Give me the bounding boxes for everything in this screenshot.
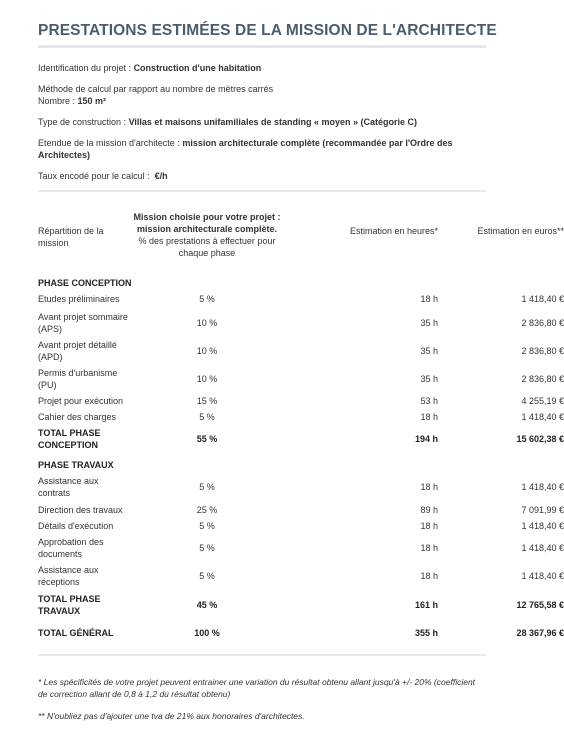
surface-count [38, 95, 486, 107]
row-euros: 1 418,40 € [521, 521, 564, 531]
scope-value: mission architecturale complète (recommandée par l'Ordre des Architectes) [38, 138, 453, 160]
row-euros: 1 418,40 € [521, 543, 564, 553]
row-hours: 18 h [420, 521, 438, 531]
mission-scope [38, 137, 486, 161]
row-euros: 4 255,19 € [521, 396, 564, 406]
row-percent: 5 % [199, 543, 215, 553]
row-percent: 5 % [199, 571, 215, 581]
row-hours: 18 h [420, 571, 438, 581]
row-label: Direction des travaux [38, 505, 123, 515]
row-label: Assistance aux réceptions [38, 565, 99, 587]
rate-value: €/h [154, 171, 168, 181]
grand-total-row [38, 620, 564, 646]
row-hours: 18 h [420, 481, 438, 492]
row-euros: 1 418,40 € [521, 481, 564, 492]
construction-type [38, 116, 486, 128]
grand-total-percent: 100 % [194, 628, 220, 638]
grand-total-euros: 28 367,96 € [516, 628, 564, 638]
project-identification [38, 62, 486, 74]
row-label: Approbation des documents [38, 537, 104, 559]
footnote-vat: ** N'oubliez pas d'ajouter une tva de 21% aux honoraires d'architectes. [38, 711, 305, 721]
grand-total-hours: 355 h [414, 628, 438, 638]
phase-total-row [38, 590, 564, 620]
title-divider [38, 45, 486, 48]
row-percent: 5 % [199, 481, 215, 492]
document [38, 0, 564, 722]
calculation-method: Méthode de calcul par rapport au nombre de mètres carrés [38, 84, 274, 94]
row-euros: 7 091,99 € [521, 505, 564, 515]
total-percent: 55 % [196, 434, 218, 444]
row-label: Projet pour exécution [38, 396, 124, 406]
phase-title: PHASE TRAVAUX [38, 460, 114, 470]
footer-divider [38, 654, 486, 656]
total-euros: 15 602,38 € [516, 434, 564, 444]
header-hours: Estimation en heures* [349, 226, 438, 236]
total-euros: 12 765,58 € [516, 600, 564, 610]
phase-total-row [38, 425, 564, 453]
grand-total-label: TOTAL GÉNÉRAL [38, 628, 114, 638]
row-percent: 10 % [196, 318, 218, 328]
table-row [38, 365, 564, 393]
row-hours: 35 h [420, 374, 438, 384]
count-label: Nombre : [38, 96, 78, 106]
row-label: Permis d'urbanisme (PU) [38, 368, 118, 390]
table-row [38, 409, 564, 425]
row-percent: 25 % [196, 505, 218, 515]
phase-title: PHASE CONCEPTION [38, 278, 132, 288]
row-hours: 18 h [420, 294, 438, 304]
row-percent: 5 % [199, 521, 215, 531]
row-percent: 5 % [199, 294, 215, 304]
estimate-table [38, 211, 564, 646]
total-label: TOTAL PHASE CONCEPTION [38, 428, 101, 450]
header-repartition: Répartition de la mission [38, 226, 104, 248]
project-label: Identification du projet : [38, 63, 134, 73]
total-percent: 45 % [196, 600, 218, 610]
footnote-variation: * Les spécificités de votre projet peuvent entrainer une variation du résultat obtenu allant jusqu'à +/- 20% (coefficient de correction allant de 0,8 à 1,2 du résultat obtenu) [38, 677, 476, 699]
row-euros: 1 418,40 € [521, 412, 564, 422]
row-label: Avant projet détaillé (APD) [38, 340, 117, 362]
page-title: PRESTATIONS ESTIMÉES DE LA MISSION DE L'ARCHITECTE [38, 22, 497, 39]
hourly-rate [38, 170, 486, 182]
table-row [38, 534, 564, 562]
row-hours: 18 h [420, 543, 438, 553]
row-label: Assistance aux contrats [38, 475, 99, 498]
table-row [38, 471, 564, 502]
type-label: Type de construction : [38, 117, 129, 127]
header-euros: Estimation en euros** [477, 226, 564, 236]
row-label: Détails d'exécution [38, 521, 114, 531]
table-row [38, 502, 564, 518]
row-percent: 15 % [196, 396, 218, 406]
row-hours: 89 h [420, 505, 438, 515]
section-divider [38, 190, 486, 192]
total-label: TOTAL PHASE TRAVAUX [38, 594, 101, 616]
header-mission-sub: % des prestations à effectuer pour chaque phase [138, 236, 276, 258]
header-mission-bold: Mission choisie pour votre projet : mission architecturale complète. [133, 212, 281, 234]
table-row [38, 562, 564, 590]
row-hours: 53 h [420, 396, 438, 406]
table-row [38, 309, 564, 337]
row-hours: 18 h [420, 412, 438, 422]
table-row [38, 337, 564, 365]
row-percent: 10 % [196, 346, 218, 356]
row-euros: 1 418,40 € [521, 294, 564, 304]
project-info [38, 62, 486, 182]
row-label: Avant projet sommaire (APS) [38, 312, 128, 334]
row-hours: 35 h [420, 318, 438, 328]
table-row [38, 393, 564, 409]
rate-label: Taux encodé pour le calcul : [38, 171, 153, 181]
row-percent: 10 % [196, 374, 218, 384]
header-mission [132, 211, 282, 259]
total-hours: 194 h [414, 434, 438, 444]
row-label: Etudes préliminaires [38, 294, 120, 304]
project-value: Construction d'une habitation [133, 63, 262, 73]
phase-travaux-heading [38, 453, 564, 471]
row-euros: 2 836,80 € [521, 318, 564, 328]
row-euros: 1 418,40 € [521, 571, 564, 581]
row-label: Cahier des charges [38, 412, 117, 422]
scope-label: Etendue de la mission d'architecte : [38, 138, 183, 148]
total-hours: 161 h [414, 600, 438, 610]
type-value: Villas et maisons unifamiliales de standing « moyen » (Catégorie C) [128, 117, 417, 127]
phase-conception-heading [38, 259, 564, 289]
table-row [38, 518, 564, 534]
row-euros: 2 836,80 € [521, 374, 564, 384]
count-value: 150 m² [77, 96, 107, 106]
row-euros: 2 836,80 € [521, 346, 564, 356]
row-percent: 5 % [199, 412, 215, 422]
table-header-row [38, 211, 564, 259]
table-row [38, 289, 564, 309]
row-hours: 35 h [420, 346, 438, 356]
